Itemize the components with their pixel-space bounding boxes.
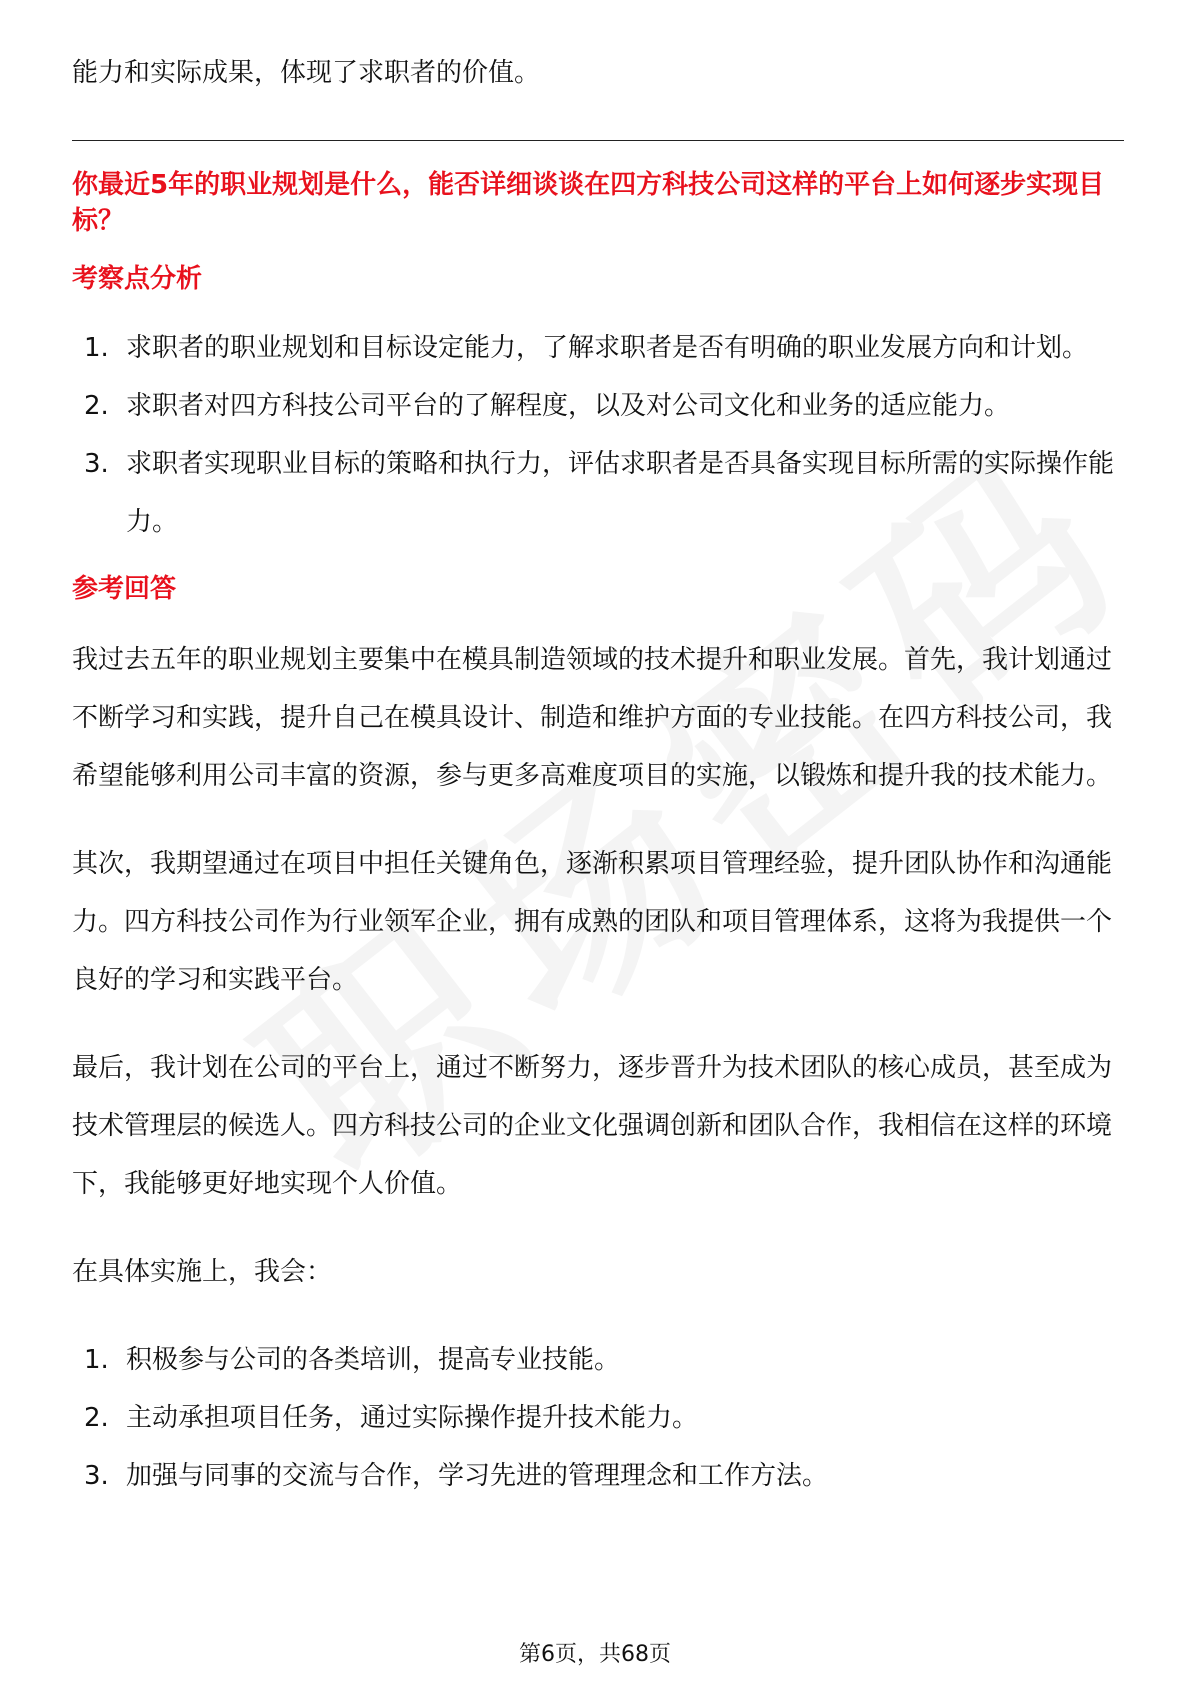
list-item — [72, 1331, 1124, 1389]
list-item-text: 求职者的职业规划和目标设定能力，了解求职者是否有明确的职业发展方向和计划。 — [126, 333, 1089, 363]
list-item-text: 求职者对四方科技公司平台的了解程度，以及对公司文化和业务的适应能力。 — [126, 391, 1011, 421]
answer-paragraph: 在具体实施上，我会： — [72, 1257, 333, 1287]
list-number: 2. — [84, 391, 109, 421]
answer-paragraph: 我过去五年的职业规划主要集中在模具制造领域的技术提升和职业发展。首先，我计划通过不断学习和实践，提升自己在模具设计、制造和维护方面的专业技能。在四方科技公司，我希望能够利用公司丰富的资源，参与更多高难度项目的实施，以锻炼和提升我的技术能力。 — [72, 645, 1113, 791]
analysis-list — [72, 319, 1124, 551]
continued-paragraph: 能力和实际成果，体现了求职者的价值。 — [72, 58, 541, 88]
list-number: 1. — [84, 1345, 109, 1375]
list-number: 1. — [84, 333, 109, 363]
list-item — [72, 319, 1124, 377]
page-content — [72, 44, 1124, 1525]
answer-paragraph: 最后，我计划在公司的平台上，通过不断努力，逐步晋升为技术团队的核心成员，甚至成为技术管理层的候选人。四方科技公司的企业文化强调创新和团队合作，我相信在这样的环境下，我能够更好地实现个人价值。 — [72, 1053, 1113, 1199]
list-number: 3. — [84, 1461, 109, 1491]
list-item-text: 求职者实现职业目标的策略和执行力，评估求职者是否具备实现目标所需的实际操作能力。 — [126, 449, 1115, 537]
list-item — [72, 377, 1124, 435]
list-item-text: 加强与同事的交流与合作，学习先进的管理理念和工作方法。 — [126, 1461, 829, 1491]
list-item — [72, 1389, 1124, 1447]
list-number: 3. — [84, 449, 109, 479]
analysis-heading: 考察点分析 — [72, 264, 203, 294]
page-number: 第6页，共68页 — [519, 1642, 671, 1667]
list-item — [72, 1447, 1124, 1505]
list-item-text: 主动承担项目任务，通过实际操作提升技术能力。 — [126, 1403, 699, 1433]
interview-question: 你最近5年的职业规划是什么，能否详细谈谈在四方科技公司这样的平台上如何逐步实现目标？ — [72, 170, 1105, 236]
answer-paragraph: 其次，我期望通过在项目中担任关键角色，逐渐积累项目管理经验，提升团队协作和沟通能力。四方科技公司作为行业领军企业，拥有成熟的团队和项目管理体系，这将为我提供一个良好的学习和实践平台。 — [72, 849, 1113, 995]
list-item-text: 积极参与公司的各类培训，提高专业技能。 — [126, 1345, 621, 1375]
steps-list — [72, 1331, 1124, 1505]
answer-heading: 参考回答 — [72, 574, 177, 604]
list-number: 2. — [84, 1403, 109, 1433]
list-item — [72, 435, 1124, 551]
section-divider — [72, 140, 1124, 141]
